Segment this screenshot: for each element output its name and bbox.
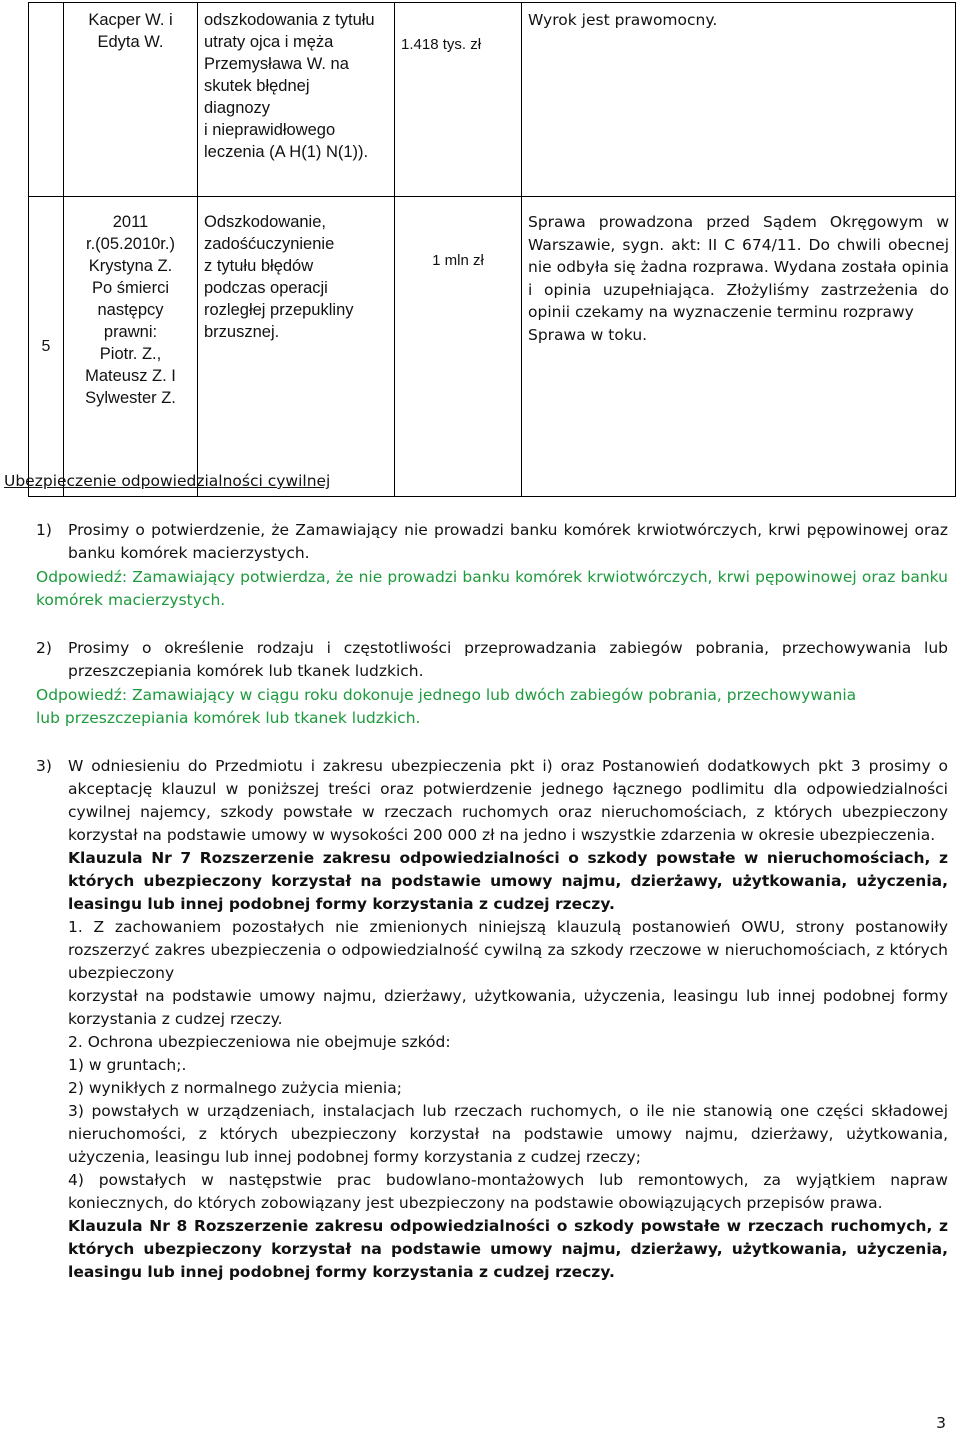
cell-line: Edyta W. [97,33,164,51]
question-number: 1) [36,521,52,539]
table-row [29,3,956,197]
cell-line: Sylwester Z. [85,389,176,407]
exclusion-item: 3) powstałych w urządzeniach, instalacjach lub rzeczach ruchomych, o ile nie stanowią one części składowej nieruchomości, z których ubezpieczony korzystał na podstawie umowy najmu, dzierżawy, użytkowania, użyczenia, leasingu lub innej podobnej formy korzystania z cudzej rzeczy; [68,1102,948,1166]
exclusion-item: 1) w gruntach;. [68,1056,187,1074]
cell-line: Po śmierci [91,279,169,297]
status-text: Sprawa prowadzona przed Sądem Okręgowym w Warszawie, sygn. akt: II C 674/11. Do chwili obecnej nie odbyła się żadna rozprawa. Wydana została opinia i opinia uzupełniająca. Złożyliśmy zastrzeżenia do opinii czekamy na wyznaczenie terminu rozprawy [528,213,949,321]
cell-line: brzusznej. [204,323,280,341]
cell-line: podczas operacji [204,279,328,297]
cell-line: i nieprawidłowego [204,121,336,139]
cell-line: prawni: [103,323,158,341]
question-1 [36,519,948,565]
question-body: W odniesieniu do Przedmiotu i zakresu ubezpieczenia pkt i) oraz Postanowień dodatkowych pkt 3 prosimy o akceptację klauzul w poniższej treści oraz potwierdzenie jednego łącznego podlimitu dla odpowiedzialności cywilnej najemcy, szkody powstałe w rzeczach ruchomych oraz nieruchomościach, z których ubezpieczony korzystał na podstawie umowy w wysokości 200 000 zł na jedno i wszystkie zdarzenia w okresie ubezpieczenia. [68,757,948,844]
answer-text: Odpowiedź: Zamawiający potwierdza, że nie prowadzi banku komórek krwiotwórczych, krwi pępowinowej oraz banku komórek macierzystych. [36,568,948,609]
clause-7-title: Klauzula Nr 7 Rozszerzenie zakresu odpowiedzialności o szkody powstałe w nieruchomościach, z których ubezpieczony korzystał na podstawie umowy najmu, dzierżawy, użytkowania, użyczenia, leasingu lub innej podobnej formy korzystania z cudzej rzeczy. [68,849,948,913]
cell-line: skutek błędnej [204,77,310,95]
question-text [36,637,948,683]
answer-2 [36,684,948,730]
page-number: 3 [936,1414,946,1432]
question-number: 3) [36,757,52,775]
cell-line: Odszkodowanie, [204,213,326,231]
answer-text [36,684,948,730]
status-cell [522,3,956,197]
status-final: Sprawa w toku. [528,325,648,344]
cell-line: diagnozy [204,99,271,117]
clause-8-title: Klauzula Nr 8 Rozszerzenie zakresu odpowiedzialności o szkody powstałe w rzeczach ruchomych, z których ubezpieczony korzystał na podstawie umowy najmu, dzierżawy, użytkowania, użyczenia, leasingu lub innej podobnej formy korzystania z cudzej rzeczy. [68,1217,948,1281]
section-title: Ubezpieczenie odpowiedzialności cywilnej [4,472,331,490]
cell-line: odszkodowania z tytułu [204,11,375,29]
subject-cell [198,197,395,497]
row-number [29,3,64,197]
cell-line: utraty ojca i męża [204,33,334,51]
cell-line: leczenia (A H(1) N(1)). [204,143,369,161]
cell-line: zadośćuczynienie [204,235,335,253]
cell-line: Krystyna Z. [88,257,173,275]
status-text: Wyrok jest prawomocny. [528,11,718,29]
cell-line: Mateusz Z. I [85,367,176,385]
claimant-cell [64,3,198,197]
cell-line: Piotr. Z., [99,345,162,363]
litigation-table [28,2,956,497]
question-text [36,519,948,565]
row-number: 5 [29,197,64,497]
answer-1 [36,566,948,612]
status-cell [522,197,956,497]
question-3 [36,755,948,1284]
answer-line: lub przeszczepiania komórek lub tkanek ludzkich. [36,709,421,727]
clause-7-p1b: korzystał na podstawie umowy najmu, dzierżawy, użytkowania, użyczenia, leasingu lub innej podobnej formy korzystania z cudzej rzeczy. [68,987,948,1028]
cell-line: rozległej przepukliny [204,301,354,319]
question-number: 2) [36,639,52,657]
clause-7-p1: 1. Z zachowaniem pozostałych nie zmienionych niniejszą klauzulą postanowień OWU, strony postanowiły rozszerzyć zakres ubezpieczenia o odpowiedzialność cywilną za szkody rzeczowe w nieruchomościach, z których ubezpieczony [68,918,948,982]
cell-line: 2011 [112,213,149,231]
cell-line: r.(05.2010r.) [86,235,175,253]
table-row [29,197,956,497]
answer-line: Odpowiedź: Zamawiający w ciągu roku dokonuje jednego lub dwóch zabiegów pobrania, przechowywania [36,686,857,704]
cell-line: z tytułu błędów [204,257,314,275]
cell-line: Przemysława W. na [204,55,349,73]
question-body: Prosimy o określenie rodzaju i częstotliwości przeprowadzania zabiegów pobrania, przechowywania lub przeszczepiania komórek lub tkanek ludzkich. [68,639,948,680]
question-2 [36,637,948,683]
clause-7-p2: 2. Ochrona ubezpieczeniowa nie obejmuje szkód: [68,1033,451,1051]
amount-cell: 1 mln zł [395,197,522,497]
cell-line: Kacper W. i [88,11,173,29]
claimant-cell [64,197,198,497]
amount-cell: 1.418 tys. zł [395,3,522,197]
subject-cell [198,3,395,197]
exclusion-item: 2) wynikłych z normalnego zużycia mienia; [68,1079,402,1097]
question-text [36,755,948,847]
question-body: Prosimy o potwierdzenie, że Zamawiający nie prowadzi banku komórek krwiotwórczych, krwi pępowinowej oraz banku komórek macierzystych. [68,521,948,562]
cell-line: następcy [97,301,164,319]
exclusion-item: 4) powstałych w następstwie prac budowlano-montażowych lub remontowych, za wyjątkiem napraw koniecznych, do których zobowiązany jest ubezpieczony na podstawie obowiązujących przepisów prawa. [68,1171,948,1212]
